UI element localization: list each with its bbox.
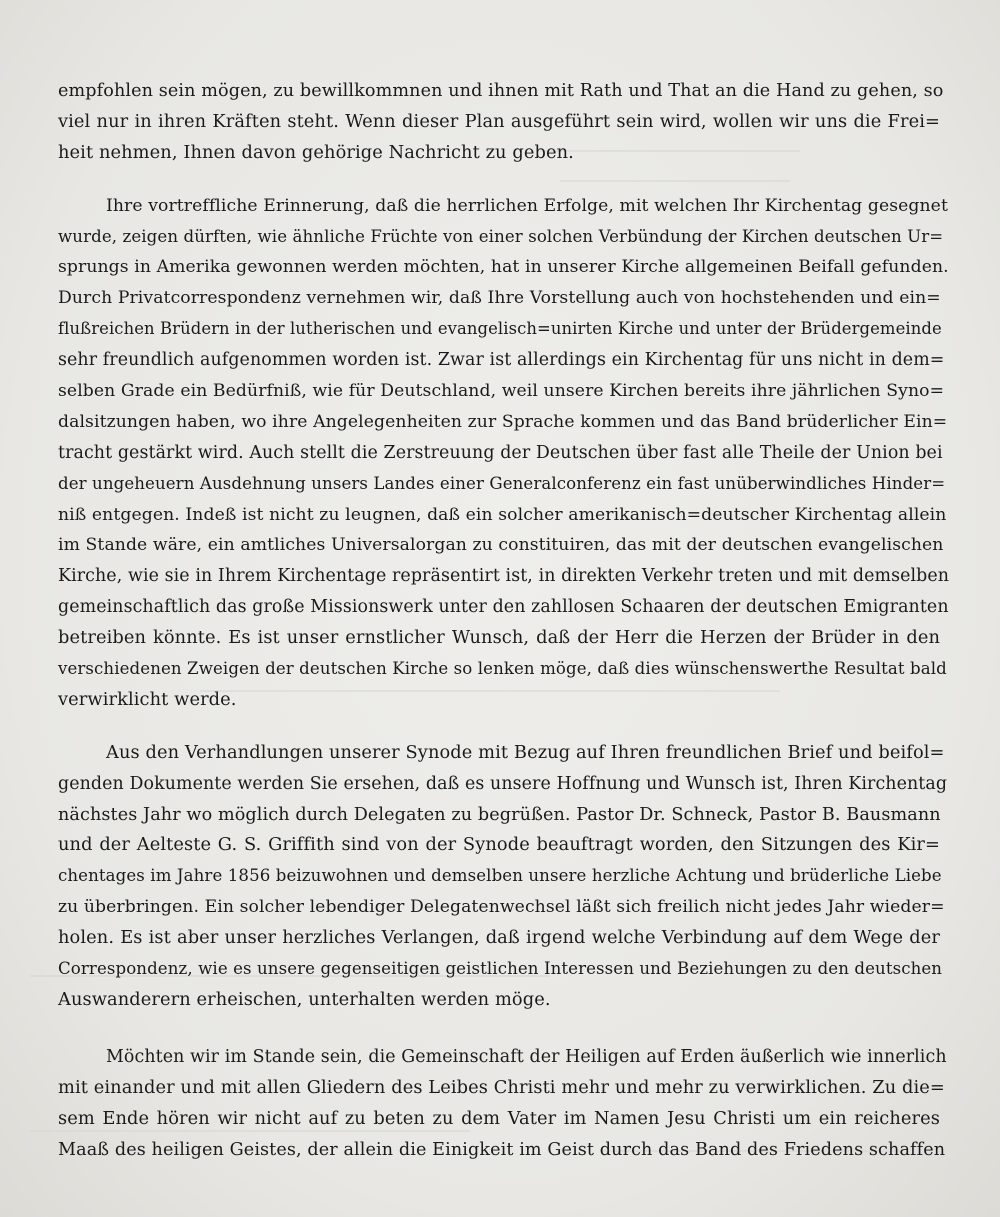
paragraph-2 — [58, 191, 950, 716]
text-line: Ihre vortreffliche Erinnerung, daß die herrlichen Erfolge, mit welchen Ihr Kirchentag gesegnet — [106, 195, 948, 216]
text-line: verwirklicht werde. — [58, 688, 237, 710]
text-line: sprungs in Amerika gewonnen werden möchten, hat in unserer Kirche allgemeinen Beifall gefunden. — [58, 257, 949, 278]
text-line: holen. Es ist aber unser herzliches Verlangen, daß irgend welche Verbindung auf dem Wege der — [58, 927, 940, 949]
text-line: Möchten wir im Stande sein, die Gemeinschaft der Heiligen auf Erden äußerlich wie innerlich — [106, 1046, 947, 1067]
paragraph-gap — [58, 1016, 940, 1042]
paragraph-gap — [58, 716, 940, 738]
text-line: viel nur in ihren Kräften steht. Wenn dieser Plan ausgeführt sein wird, wollen wir uns die Frei= — [58, 110, 940, 132]
text-line: dalsitzungen haben, wo ihre Angelegenheiten zur Sprache kommen und das Band brüderlicher Ein= — [58, 411, 948, 432]
text-line: verschiedenen Zweigen der deutschen Kirche so lenken möge, daß dies wünschenswerthe Resultat bald — [58, 659, 947, 679]
text-line: und der Aelteste G. S. Griffith sind von der Synode beauftragt worden, den Sitzungen des Kir= — [58, 834, 940, 856]
text-line: gemeinschaftlich das große Missionswerk unter den zahllosen Schaaren der deutschen Emigranten — [58, 597, 949, 618]
text-line: nächstes Jahr wo möglich durch Delegaten zu begrüßen. Pastor Dr. Schneck, Pastor B. Bausmann — [58, 804, 941, 825]
body-text — [58, 76, 950, 1165]
text-line: wurde, zeigen dürften, wie ähnliche Früchte von einer solchen Verbündung der Kirchen deutschen Ur= — [58, 226, 944, 246]
paragraph-gap — [58, 169, 940, 191]
text-line: selben Grade ein Bedürfniß, wie für Deutschland, weil unsere Kirchen bereits ihre jährlichen Syno= — [58, 381, 945, 402]
text-line: Maaß des heiligen Geistes, der allein die Einigkeit im Geist durch das Band des Friedens schaffen — [58, 1139, 946, 1160]
text-line: Correspondenz, wie es unsere gegenseitigen geistlichen Interessen und Beziehungen zu den deutschen — [58, 959, 943, 979]
text-line: empfohlen sein mögen, zu bewillkommnen und ihnen mit Rath und That an die Hand zu gehen, so — [58, 81, 944, 101]
text-line: Kirche, wie sie in Ihrem Kirchentage repräsentirt ist, in direkten Verkehr treten und mit demselben — [58, 566, 950, 587]
text-line: flußreichen Brüdern in der lutherischen und evangelisch=unirten Kirche und unter der Brüdergemeinde — [58, 319, 942, 339]
text-line: der ungeheuern Ausdehnung unsers Landes einer Generalconferenz ein fast unüberwindliches Hinder= — [58, 473, 946, 493]
text-line: Auswanderern erheischen, unterhalten werden möge. — [58, 988, 551, 1010]
paragraph-1 — [58, 76, 944, 169]
text-line: Aus den Verhandlungen unserer Synode mit Bezug auf Ihren freundlichen Brief und beifol= — [106, 741, 945, 763]
text-line: zu überbringen. Ein solcher lebendiger Delegatenwechsel läßt sich freilich nicht jedes Jahr wieder= — [58, 897, 945, 918]
text-line: betreiben könnte. Es ist unser ernstlicher Wunsch, daß der Herr die Herzen der Brüder in den — [58, 627, 940, 649]
text-line: sehr freundlich aufgenommen worden ist. Zwar ist allerdings ein Kirchentag für uns nicht in dem= — [58, 350, 945, 371]
text-line: genden Dokumente werden Sie ersehen, daß es unsere Hoffnung und Wunsch ist, Ihren Kirchentag — [58, 773, 948, 794]
text-line: niß entgegen. Indeß ist nicht zu leugnen, daß ein solcher amerikanisch=deutscher Kirchentag allein — [58, 504, 947, 525]
text-line: im Stande wäre, ein amtliches Universalorgan zu constituiren, das mit der deutschen evangelischen — [58, 535, 944, 556]
text-line: sem Ende hören wir nicht auf zu beten zu dem Vater im Namen Jesu Christi um ein reicheres — [58, 1107, 940, 1129]
text-line: chentages im Jahre 1856 beizuwohnen und demselben unsere herzliche Achtung und brüderliche Liebe — [58, 866, 942, 886]
text-line: mit einander und mit allen Gliedern des Leibes Christi mehr und mehr zu verwirklichen. Zu die= — [58, 1076, 945, 1098]
text-line: Durch Privatcorrespondenz vernehmen wir, daß Ihre Vorstellung auch von hochstehenden und ein= — [58, 288, 941, 309]
paragraph-3 — [58, 738, 948, 1016]
text-line: tracht gestärkt wird. Auch stellt die Zerstreuung der Deutschen über fast alle Theile der Union bei — [58, 442, 943, 463]
text-line: heit nehmen, Ihnen davon gehörige Nachricht zu geben. — [58, 141, 574, 163]
paragraph-4 — [58, 1042, 947, 1166]
